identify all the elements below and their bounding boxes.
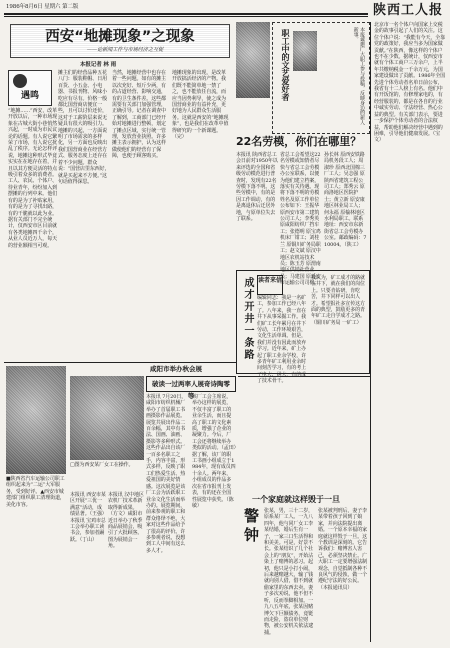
story-headline-box xyxy=(146,376,236,400)
letter-col-2 xyxy=(311,275,365,369)
right-column xyxy=(374,22,446,412)
lead-headline: 西安“地摊现象”之现象 xyxy=(45,29,195,45)
family-vertical-title: 警钟 xyxy=(242,508,260,546)
missing-col-1 xyxy=(236,152,278,268)
news-photo-top xyxy=(236,22,270,98)
mini-news-col-2 xyxy=(108,492,144,640)
letter-col-1 xyxy=(257,295,307,385)
missing-headline: 22名劳模，你们在哪里？ xyxy=(236,135,362,148)
column-icon-box xyxy=(8,70,52,106)
lead-paragraph: 当然，地摊经营中也存在着一些问题。如有的摊主以次充好、短斤少两，有的占道经营、影响交通，有的卫生条件差。这些都需要有关部门加强管理，正确引导。 xyxy=(112,70,166,115)
mini-news: 本报讯 西安市某区开展“三优一满意”活动，成绩显著。（王强） xyxy=(70,492,107,518)
story-col-1 xyxy=(146,394,190,640)
story-col-2 xyxy=(192,394,239,640)
lead-col-3 xyxy=(112,70,168,358)
group-photo-caption xyxy=(70,462,144,488)
photo-caption: ■陕西省汽车运输公司职工组织起来为“二运”大军服务，受到好评。 xyxy=(6,476,65,495)
right-paragraph: 有关部门表示，要进一步保护个体劳动者的合法权益，帮助他们解决经营中遇到的困难，引导他们健康发展。（宝文） xyxy=(374,111,443,144)
lead-paragraph: 记者在调查中了解到，工商部门已经开始对地摊进行整顿，划定了摊点区域，实行统一管理，发放营业执照。许多摊主表示拥护，认为这样做使他们的经营有了保障，也便于顾客购买。 xyxy=(112,108,166,160)
lead-subhead: ——论新闻工作与市场经济之互促 xyxy=(86,47,164,53)
missing-col-2 xyxy=(280,152,322,287)
sidebar-photo xyxy=(293,31,317,71)
lead-col-2 xyxy=(54,70,110,358)
sidebar-note: 本报诚邀广大职工参与投稿，反映身边的新人新事。 xyxy=(352,27,365,126)
lower-left-captions xyxy=(6,476,68,640)
missing-paragraph: 王振华 原西安市第二建筑公司工人；李秀英 原咸阳纺织厂挡车工；张德明 原宝鸡机床厂钳工；刘桂兰 原铜川矿务局职工；赵文斌 原汉中地区农机站技术员；陈玉芳 原渭南地区供销社营业员；马建国 原延安市运输公司司机。 xyxy=(280,203,321,287)
family-paragraph: 张某被判刑后，妻子李某带着孩子回到了娘家，并向法院提出离婚。一个原本幸福的家庭就这样毁于一旦。 xyxy=(318,508,368,540)
lead-byline: 本报记者 林 雨 xyxy=(80,62,117,68)
family-paragraph: 起初，他只是小打小闹，后来越赌越大，输了钱就向别人借，借不到就偷家里的东西去卖。妻子多次劝说，他不但不听，反而拳脚相加。一九八五年底，张某因赌博欠下巨额债务，竟铤而走险，盗窃单位财物，被公安机关依法逮捕。 xyxy=(264,559,314,636)
headline-banner xyxy=(10,24,230,58)
header-rule-thin xyxy=(4,16,368,17)
photo-caption: □图为西安某厂女工在操作。 xyxy=(70,462,134,468)
family-col-1 xyxy=(264,508,316,640)
reader-letter-box xyxy=(236,270,370,385)
mini-news-col-1 xyxy=(70,492,106,640)
family-rule xyxy=(238,376,370,377)
family-paragraph: 这个教训是深刻的。它告诉我们：赌博害人害己，必须坚决禁止。广大职工一定要增强法制观念，自觉抵制各种不良风气的侵蚀，做一个遵纪守法的好公民。（本报通讯员） xyxy=(318,533,368,591)
missing-paragraph: 本报讯 陕西省总工会日前对1950年以来评选的全国和省级劳动模范进行普查时，发现有22名劳模下落不明。这些劳模中，有的是因工作调动，有的是离退休后迁居外地，与原单位失去了联系。 xyxy=(236,152,278,223)
masthead-logo: 陕西工人报 xyxy=(372,3,443,18)
letter-title: 成才开井一条路 xyxy=(242,277,253,361)
letter-paragraph: 编辑同志：我是一名矿工，参加工作已经八年了。八年来，我一直在井下从事采掘工作。我们矿工长年累月在井下劳动，工作环境艰苦，文化生活单调。但是，我们并没有因此而放弃学习。近年来，矿上办起了职工业余学校，许多青年矿工利用业余时间刻苦学习，有的考上了电大、函大，有的成了技术骨干。 xyxy=(257,295,307,385)
group-photo xyxy=(70,376,144,460)
family-paragraph: 张某，男，三十二岁，原系某厂工人。一九八四年，他与同厂女工李某结婚，婚后生有一子，一家三口生活得和和美美。可是，好景不长。张某结识了几个社会上的“朋友”，开始沾染上了赌博的恶习。 xyxy=(264,508,314,566)
worker-photo xyxy=(6,366,66,474)
right-paragraph: 1986年全国先进个体劳动者名单日前公布，我省有十二人榜上有名。他们中有开饭馆的，有修理家电的，有经营服装的，都是在各自的行业中诚实劳动、守法经营、热心公益的典型。 xyxy=(374,73,446,118)
lead-article xyxy=(6,22,232,360)
header-rule xyxy=(4,13,368,15)
missing-paragraph: 省总工会希望这22名劳模或知情者尽快与省总工会劳模办公室联系，以便为他们建立档案，落实有关待遇。现将下落不明的劳模姓名及原工作单位公布如下： xyxy=(280,152,321,210)
missing-paragraph: 联系地址：西安市东新街省总工会劳模办公室。邮政编码：710004。（陕工） xyxy=(324,216,367,248)
sidebar-title: 职工中的文艺爱好者 xyxy=(281,29,290,101)
mini-news: 本报讯 宝鸡市总工会举办职工读书会，参加者踊跃。（丁山） xyxy=(70,517,106,543)
story-paragraph: 这次展览是该厂工会为活跃职工业余文化生活而举办的。展览期间，前来参观的职工和群众络绎不绝，大家对这些作品给予了很高的评价。许多参观者说，没想到工人中间有这么多人才。 xyxy=(146,483,186,554)
column-icon-label: 遇鸣 xyxy=(20,91,39,101)
reader-letter-tag: 读者来信 xyxy=(257,275,283,295)
story-paragraph: 据了解，该厂的职工书画小组成立于1984年，现有成员四十余人。两年来，小组成员的作品多次在省市报刊上发表，有的还在全国性展览中获奖。（陈敏） xyxy=(192,451,236,509)
lead-paragraph: 这就是西安的“地摊现象”，也是我们在改革中值得研究的一个新课题。（完） xyxy=(172,114,229,141)
sidebar-box xyxy=(272,22,370,134)
lead-paragraph: 地摊现象的出现，是改革开放搞活经济的产物。我们既不能简单地一禁了之，也不能放任自流，而应当因势利导，使之成为国营商业的有益补充，更好地为人民群众生活服务。 xyxy=(172,70,226,121)
missing-paragraph: 孙长林 原西安铁路局机务段工人；周淑珍 原西北国棉三厂工人；吴志强 原陕西省建筑工程公司工人；郑秀云 原商洛地区医院护士；黄立新 原安康地区林业局工人；何永福 原榆林地区水利局职工。 xyxy=(324,152,365,223)
story-paragraph: 该厂工会主席说，举办这样的展览，不仅丰富了职工的业余生活，而且提高了职工的文化素质，增强了企业的凝聚力。今后，厂工会还将继续举办类似的活动。（孟田） xyxy=(192,394,239,452)
photo-mid-title: 咸阳市举办秋会展 xyxy=(150,365,202,373)
photo-caption: ▲西安市城建部门组织职工清理街道，美化市容。 xyxy=(6,488,65,508)
lead-paragraph: “地摊……”西安，改革开放以后，一种市场现象在古城大街小巷悄然兴起，一时成为市民议论的话题。有人说它繁荣了市场，有人说它扰乱了秩序。无论怎样评说，地摊这种形式毕竟实实在在地存在着，并且以其方便灵活的特点吸引着众多的消费者。 xyxy=(8,108,58,179)
lead-col-1 xyxy=(8,108,58,358)
missing-col-3 xyxy=(324,152,368,268)
story-paragraph: 本报讯 7月20日，咸阳市纺织机械厂举办了首届职工书画摄影作品展览。展览共展出作品二百余幅，其中有书法、国画、油画、摄影等多种形式。这些作品出自该厂一百多名职工之手，内容丰富，形式多样，反映了职工们热爱生活、热爱祖国的美好情感。 xyxy=(146,394,187,490)
section-rule xyxy=(4,362,236,363)
right-paragraph: 北京市一名个体户向国家上交税金的故事引起了人们的关注。这位个体户说：“我能有今天，全靠党的政策好，我应当多为国家做贡献。” xyxy=(374,22,446,54)
lead-paragraph: 摊主们的经营品种五花八门：服装鞋帽、日用百货、小五金、小电器、书报刊物、风味小吃应有尽有。价格一般都比国营商店便宜一些，且可以讨价还价，这对于工薪阶层来说无疑具有很大的吸引力。 xyxy=(58,70,108,128)
family-col-2 xyxy=(318,508,368,640)
story-headline: 破读一过两率人展奇诗陶零等 xyxy=(152,380,230,400)
letter-paragraph: 我认为，矿工成才的路就在井下，就在我们的岗位上。只要肯钻研，肯吃苦，井下同样可以出人才。希望报社多宣传这方面的典型，鼓励更多的青年矿工走自学成才之路。（铜川矿务局 一矿工） xyxy=(311,275,365,326)
lead-paragraph: 地摊的兴起，一方面说明了市场需求的多样化，另一方面也反映出我们国营商业在经营方式、服务态度上还存在着不少问题。群众说：“国营店里东西好，就是买起来不方便。”这句话值得深思。 xyxy=(58,127,110,185)
right-paragraph: 在陕西，像这样的个体户也不在少数。据统计，仅西安市就有个体工商户三万余户，上半年共缴纳税金一千余万元，为国家建设做出了贡献。 xyxy=(374,47,443,80)
mini-news: 咸阳市近日举办了秋季商品展销会，吸引了大批顾客。图为展销会一角。 xyxy=(108,511,143,550)
lead-col-4 xyxy=(172,70,230,358)
issue-date: 1986年8月6日 星期六 第二版 xyxy=(6,4,79,10)
lantern-icon xyxy=(13,74,27,88)
lead-paragraph: 工人、农民、个体户、待业青年，纷纷加入到摆摊的行列中来。他们有的是为了补贴家用，有的是为了寻找出路，有的干脆就以此为业。据有关部门不完全统计，仅西安市区目前就有各类地摊四千余个，从业人员近万人，每天的营业额相当可观。 xyxy=(8,178,58,249)
family-headline: 一个家庭就这样毁于一旦 xyxy=(252,495,340,504)
mini-news: 本报讯 汉中地区农机厂技术革新取得新成果。（方文） xyxy=(108,492,144,518)
column-divider xyxy=(370,22,371,642)
